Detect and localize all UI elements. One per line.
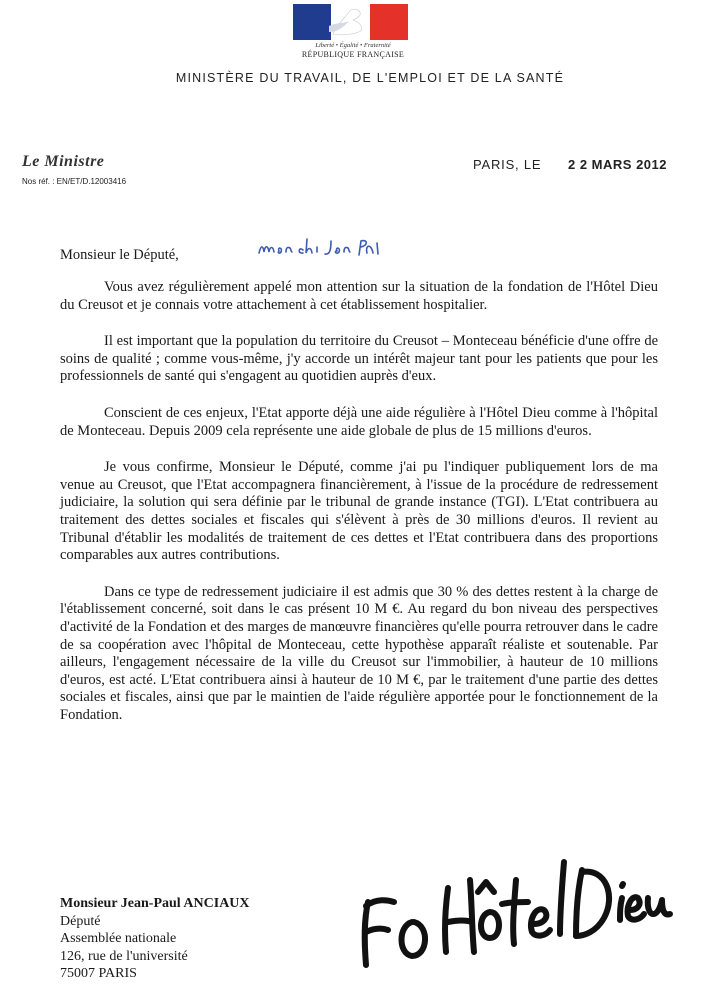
letter-body [60,279,658,743]
letter-place: PARIS, LE [473,157,542,172]
recipient-street: 126, rue de l'université [60,948,188,964]
letter-date-stamp: 2 2 MARS 2012 [568,157,667,172]
paragraph: Il est important que la population du territoire du Creusot – Monteceau bénéficie d'une offre de soins de qualité ; comme vous-même, j'y accorde un intérêt majeur tant pour les patients que pour les professionnels de santé qui s'engagent au quotidien auprès d'eux. [60,333,658,385]
recipient-city: 75007 PARIS [60,966,137,981]
handwritten-greeting [255,233,395,259]
sender-title: Le Ministre [22,153,105,170]
salutation: Monsieur le Député, [60,247,179,263]
paragraph: Conscient de ces enjeux, l'Etat apporte déjà une aide régulière à l'Hôtel Dieu comme à l'hôpital de Monteceau. Depuis 2009 cela représente une aide globale de plus de 15 millions d'euros. [60,404,658,439]
ministry-name: MINISTÈRE DU TRAVAIL, DE L'EMPLOI ET DE LA SANTÉ [175,71,565,85]
recipient-name: Monsieur Jean-Paul ANCIAUX [60,896,250,911]
paragraph: Vous avez régulièrement appelé mon attention sur la situation de la fondation de l'Hôtel Dieu du Creusot et je connais votre attachement à cet établissement hospitalier. [60,279,658,313]
recipient-address [60,895,250,983]
paragraph: Dans ce type de redressement judiciaire il est admis que 30 % des dettes restent à la charge de l'établissement concerné, soit dans le cas présent 10 M €. Au regard du bon niveau des perspectives d'activité de la Fondation et des marges de manœuvre financières qu'elle pourra retrouver dans le cadre de sa coopération avec l'hôpital de Monteceau, cette hypothèse apparaît réaliste et soutenable. Par ailleurs, l'engagement nécessaire de la ville du Creusot sur l'immobilier, à hauteur de 10 millions d'euros, est acté. L'Etat contribuera ainsi à hauteur de 10 M €, par le traitement d'une partie des dettes sociales et fiscales, ainsi que par le maintien de l'aide régulière apportée pour le fonctionnement de la Fondation. [60,583,658,723]
republic-motto: Liberté • Égalité • Fraternité [315,42,391,49]
republic-name: RÉPUBLIQUE FRANÇAISE [301,50,405,59]
paragraph: Je vous confirme, Monsieur le Député, comme j'ai pu l'indiquer publiquement lors de ma venue au Creusot, que l'Etat accompagnera financièrement, à l'issue de la procédure de redressement judiciaire, la solution qui sera définie par le tribunal de grande instance (TGI). L'Etat contribuera au traitement des dettes sociales et fiscales qui s'élèvent à près de 30 millions d'euros. Il revient au Tribunal d'établir les modalités de traitement de ces dettes et l'Etat contribuera dans des proportions comparables aux autres contributions. [60,459,658,564]
marianne-logo [293,4,408,40]
reference-number: Nos réf. : EN/ET/D.12003416 [22,177,127,186]
handwritten-annotation [350,840,680,980]
recipient-institution: Assemblée nationale [60,931,177,946]
recipient-title: Député [60,913,101,929]
